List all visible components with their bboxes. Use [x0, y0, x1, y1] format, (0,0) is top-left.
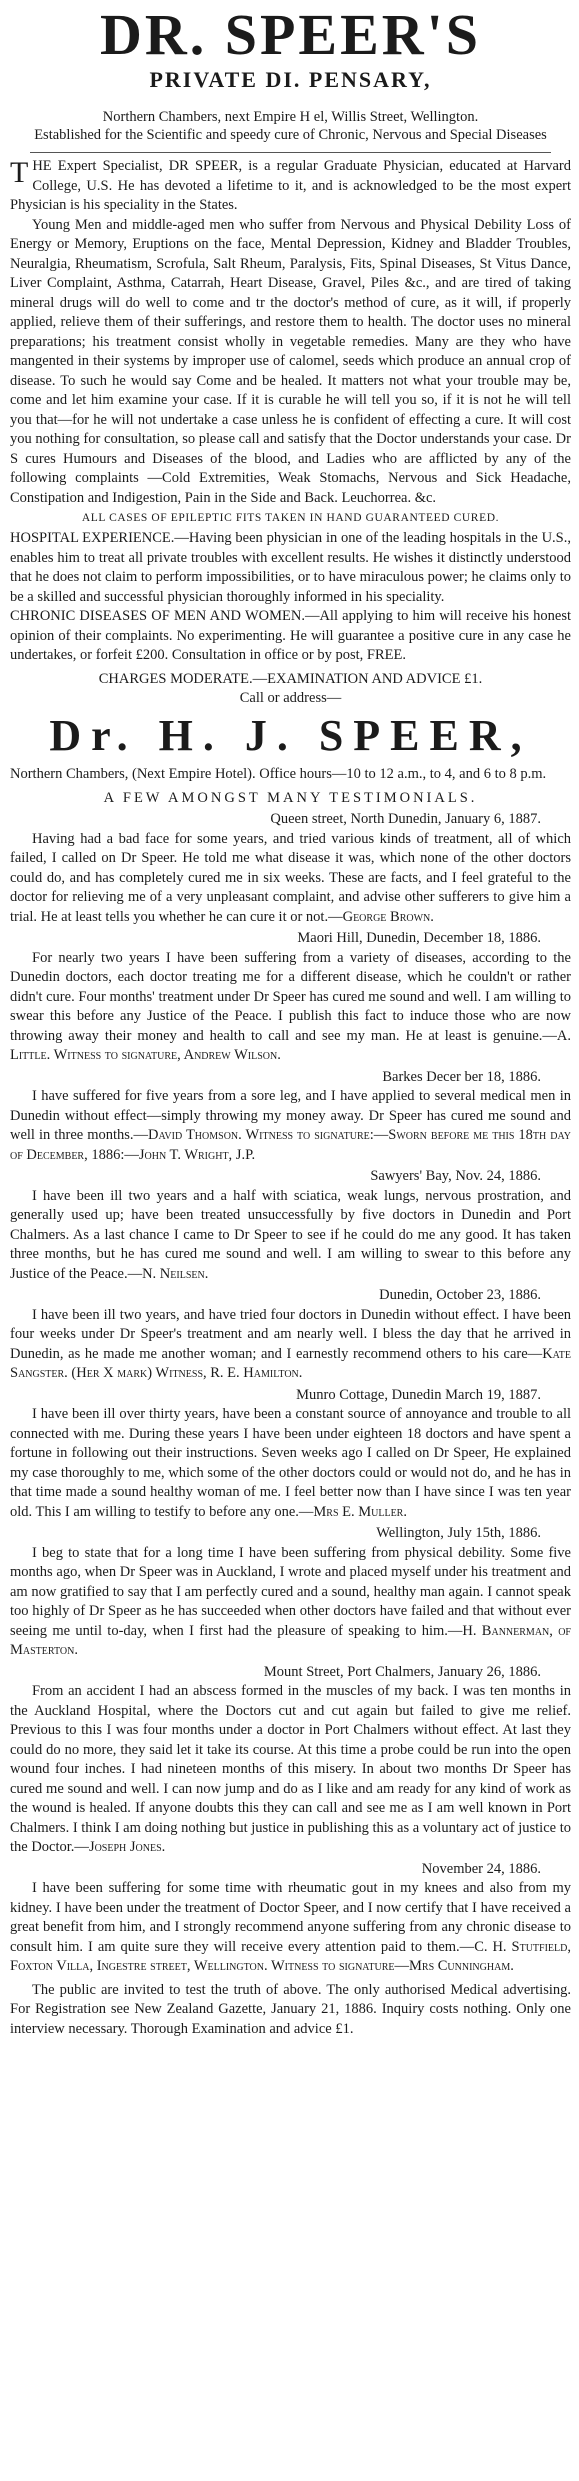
- testimonial-signature: Joseph Jones.: [88, 1839, 166, 1855]
- testimonial-item: [10, 810, 571, 927]
- testimonial-body: From an accident I had an abscess formed in the muscles of my back. I was ten months in the Auckland Hospital, where the Doctors cut and cut again but failed to give me relief. Previous to this I was four months under a doctor in Port Chalmers without effect. At last they could do no more, they said let it take its course. At this time a probe could be run into the open wound four inches. I had nineteen months of this misery. In about two months Dr Speer has cured me sound and well. I can now jump and do as I like and am ready for any kind of work as the wound is healed. If anyone doubts this they can call and see me as I am well known in Port Chalmers. I think I am doing nothing but justice in publishing this as a voluntary act of justice to the Doctor.—Joseph Jones.: [10, 1683, 571, 1855]
- epileptic-notice: ALL CASES OF EPILEPTIC FITS TAKEN IN HAND GUARANTEED CURED.: [81, 512, 500, 524]
- testimonial-item: [10, 1386, 571, 1523]
- testimonial-body: I have suffered for five years from a sore leg, and I have applied to several medical men in Dunedin without effect—simply throwing my money away. Dr Speer has cured me sound and well in three months.—David Thomson. Witness to signature:—Sworn before me this 18th day of December, 1886:—John T. Wright, J.P.: [10, 1088, 572, 1163]
- testimonial-body: I have been suffering for some time with rheumatic gout in my knees and also from my kidney. I have been under the treatment of Doctor Speer, and I now certify that I have received a great benefit from him, and I strongly recommend anyone suffering from any chronic disease to consult him. I am quite sure they will receive every attention paid to them.—C. H. Stutfield, Foxton Villa, Ingestre street, Wellington. Witness to signature—Mrs Cunningham.: [10, 1880, 571, 1974]
- call-line: Call or address—: [239, 690, 342, 706]
- testimonial-place: Wellington, July 15th, 1886.: [376, 1525, 541, 1541]
- testimonial-signature: A. Little. Witness to signature, Andrew Wilson.: [10, 1027, 571, 1063]
- testimonial-item: [10, 1068, 571, 1166]
- testimonial-body: Having had a bad face for some years, and tried various kinds of treatment, all of which failed, I called on Dr Speer. He told me what disease it was, which none of the other doctors could do, and has completely cured me in six weeks. These are facts, and I feel grateful to the doctor for relieving me of a very unpleasant complaint, and advise other sufferers to give him a trial. He at least tells you whether he can cure it or not.—George Brown.: [10, 830, 571, 925]
- dispensary-address: Northern Chambers, next Empire H el, Willis Street, Wellington.: [102, 109, 479, 125]
- testimonials-list: [10, 810, 571, 1977]
- testimonial-body: I have been ill over thirty years, have been a constant source of annoyance and trouble to all connected with me. During these years I have been under eighteen 18 doctors and have spent a fortune in following out their instructions. Seven weeks ago I called on Dr Speer, He explained my case thoroughly to me, which some of the other doctors could or would not do, and he has in that time made a sound healthy woman of me. I feel better now than I have since I was ten year old. This I am willing to testify to before any one.—Mrs E. Muller.: [10, 1406, 571, 1520]
- testimonial-place: Munro Cottage, Dunedin March 19, 1887.: [296, 1386, 541, 1403]
- testimonial-signature: H. Bannerman, of Masterton.: [10, 1622, 571, 1658]
- testimonial-place: Dunedin, October 23, 1886.: [379, 1287, 541, 1303]
- testimonial-body: I beg to state that for a long time I have been suffering from physical debility. Some five months ago, when Dr Speer was in Auckland, I wrote and placed myself under his treatment and am now gratified to say that I am perfectly cured and a sound, healthy man again. I cannot speak too highly of Dr Speer as he has succeeded when other doctors have failed and that without ever seeing me until to-day, when I first had the pleasure of speaking to him.—H. Bannerman, of Masterton.: [10, 1544, 571, 1658]
- testimonial-item: [10, 929, 571, 1066]
- testimonial-item: [10, 1524, 571, 1661]
- testimonials-heading: A FEW AMONGST MANY TESTIMONIALS.: [103, 790, 478, 806]
- young-men-paragraph: Young Men and middle-aged men who suffer from Nervous and Physical Debility Loss of Energy or Memory, Eruptions on the face, Mental Depression, Kidney and Bladder Troubles, Neuralgia, Rheumatism, Scrofula, Salt Rheum, Paralysis, Fits, Spinal Diseases, St Vitus Dance, Liver Complaint, Asthma, Catarrah, Heart Disease, Gravel, Piles &c., and are tired of taking mineral drugs will do well to come and tr the doctor's method of cure, as it will, if properly applied, relieve them of their sufferings, and restore them to health. The doctor uses no mineral preparations; his treatment consist wholly in vegetable remedies. Many are they who have mangented in their systems by improper use of calomel, seeds which produce an annual crop of disease. To such he would say Come and be healed. It matters not what your trouble may be, come and let him examine your case. If it is curable he will tell you so, if it is not he will tell you that—for he will not undertake a case unless he is confident of effecting a cure. It will cost you nothing for consultation, so please call and satisfy that the Doctor understands your case. Dr S cures Humours and Diseases of the blood, and Ladies who are afflicted by any of the following complaints —Cold Extremities, Weak Stomachs, Nervous and Sick Headache, Constipation and Indigestion, Pain in the Side and Back. Leuchorrea. &c.: [10, 216, 571, 506]
- chronic-paragraph: CHRONIC DISEASES OF MEN AND WOMEN.—All applying to him will receive his honest opinion of their complaints. No experimenting. He will guarantee a positive cure in any case he undertakes, or forfeit £200. Consultation in office or by post, FREE.: [10, 608, 571, 663]
- testimonial-place: November 24, 1886.: [421, 1860, 541, 1877]
- testimonial-signature: George Brown.: [342, 908, 434, 925]
- testimonial-place: Maori Hill, Dunedin, December 18, 1886.: [297, 930, 541, 946]
- closing-paragraph: The public are invited to test the truth of above. The only authorised Medical advertising. For Registration see New Zealand Gazette, January 21, 1886. Inquiry costs nothing. Only one interview necessary. Thorough Examination and advice £1.: [10, 1981, 571, 2037]
- intro-paragraph: THE Expert Specialist, DR SPEER, is a regular Graduate Physician, educated at Harvard College, U.S. He has devoted a lifetime to it, and is acknowledged to be the most expert Physician is his speciality in the States.: [10, 156, 571, 213]
- testimonial-item: [10, 1286, 571, 1384]
- testimonial-body: I have been ill two years and a half with sciatica, weak lungs, nervous prostration, and generally used up; have been treated unsuccessfully by five doctors in Dunedin and Port Chalmers. As a last chance I came to Dr Speer to see if he could do me any good. It has taken three months, but he has cured me sound and well. I am willing to swear to this before any Justice of the Peace.—N. Neilsen.: [10, 1187, 571, 1282]
- testimonial-signature: Kate Sangster. (Her X mark) Witness, R. E. Hamilton.: [10, 1345, 571, 1381]
- testimonial-place: Sawyers' Bay, Nov. 24, 1886.: [370, 1168, 541, 1184]
- testimonial-signature: N. Neilsen.: [142, 1265, 209, 1282]
- charges-line: CHARGES MODERATE.—EXAMINATION AND ADVICE £1.: [98, 670, 483, 687]
- office-hours: Northern Chambers, (Next Empire Hotel). Office hours—10 to 12 a.m., to 4, and 6 to 8 p.m.: [10, 765, 547, 782]
- hospital-paragraph: HOSPITAL EXPERIENCE.—Having been physician in one of the leading hospitals in the U.S., enables him to treat all private troubles with excellent results. He wishes it distinctly understood that he does not claim to perform impossibilities, or to have miraculous power; he claims only to be a skilled and successful physician thoroughly informed in his speciality.: [10, 530, 571, 605]
- testimonial-place: Mount Street, Port Chalmers, January 26, 1886.: [263, 1663, 541, 1680]
- testimonial-place: Queen street, North Dunedin, January 6, 1887.: [270, 811, 541, 827]
- testimonial-item: [10, 1167, 571, 1284]
- testimonial-body: For nearly two years I have been suffering from a variety of diseases, according to the Dunedin doctors, each doctor treating me for a different disease, which he couldn't or rather didn't cure. Four months' treatment under Dr Speer has cured me sound and well. I am willing to swear this before any Justice of the Peace. I publish this fact to induce those who are now throwing away their money and health to call and see my man. He at least is genuine.—A. Little. Witness to signature, Andrew Wilson.: [10, 949, 571, 1063]
- testimonial-item: [10, 1663, 571, 1858]
- divider: [30, 152, 551, 153]
- testimonial-signature: David Thomson. Witness to signature:—Sworn before me this 18th day of December, 1886:—John T. Wright, J.P.: [10, 1127, 572, 1163]
- masthead-subtitle: PRIVATE DI. PENSARY,: [149, 67, 432, 92]
- testimonial-place: Barkes Decer ber 18, 1886.: [382, 1068, 541, 1085]
- doctor-name: Dr. H. J. SPEER,: [49, 710, 532, 760]
- testimonial-item: [10, 1860, 571, 1977]
- testimonial-body: I have been ill two years, and have tried four doctors in Dunedin without effect. I have been four weeks under Dr Speer's treatment and am nearly well. I bless the day that he arrived in Dunedin, as he made me another woman; and I earnestly recommend others to his care—Kate Sangster. (Her X mark) Witness, R. E. Hamilton.: [10, 1306, 571, 1381]
- established-line: Established for the Scientific and speedy cure of Chronic, Nervous and Special Diseases: [34, 127, 547, 143]
- testimonial-signature: C. H. Stutfield, Foxton Villa, Ingestre street, Wellington. Witness to signature—Mrs Cunningham.: [10, 1938, 571, 1974]
- testimonial-signature: Mrs E. Muller.: [313, 1503, 407, 1520]
- masthead-title: DR. SPEER'S: [99, 2, 482, 67]
